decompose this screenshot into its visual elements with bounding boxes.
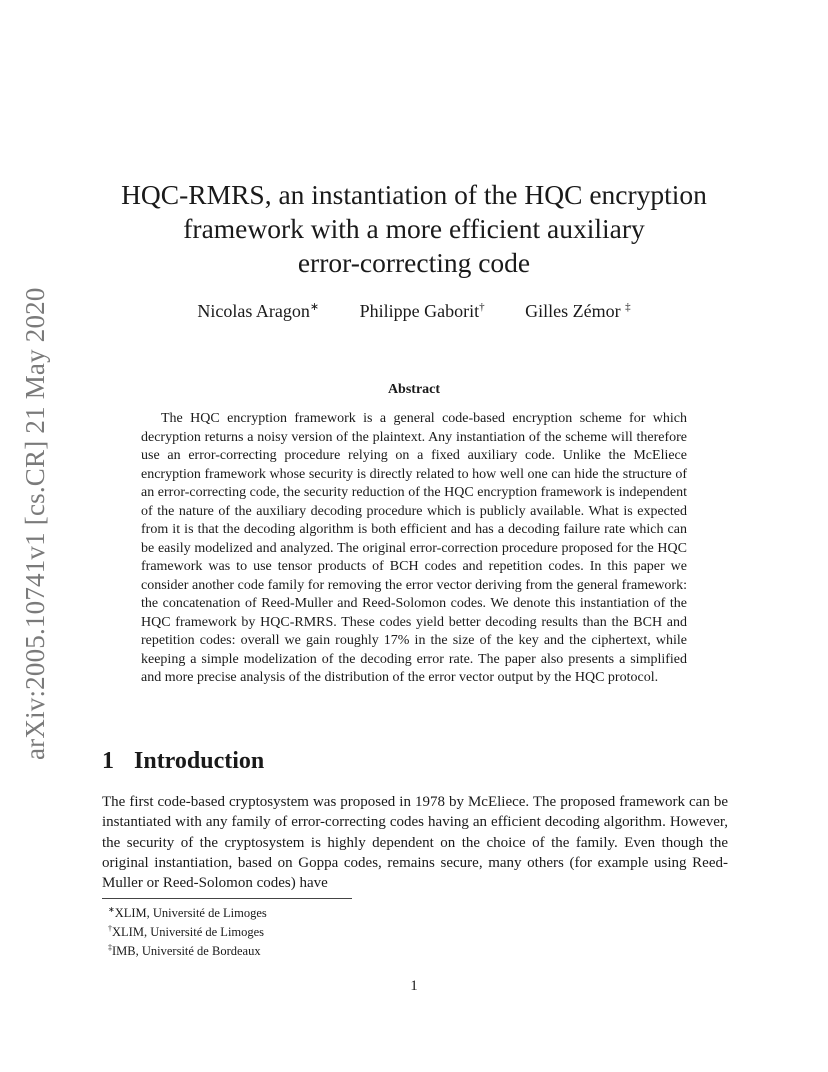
- title-line: framework with a more efficient auxiliary: [183, 213, 645, 244]
- abstract-heading: Abstract: [387, 382, 441, 397]
- author: [360, 301, 485, 322]
- page-number: 1: [410, 978, 418, 994]
- footnote-mark: ∗: [108, 905, 115, 914]
- author: [197, 300, 319, 322]
- footnote-list: [108, 902, 267, 959]
- author-name: Nicolas Aragon: [197, 301, 310, 321]
- author-name: Gilles Zémor: [525, 301, 621, 321]
- footnote: [108, 902, 267, 921]
- section-number: 1: [102, 748, 114, 774]
- footnote-mark: ‡: [108, 943, 112, 953]
- footnote-divider: [102, 898, 352, 899]
- footnote-text: XLIM, Université de Limoges: [112, 925, 265, 940]
- section-title: Introduction: [134, 748, 265, 774]
- footnote-text: XLIM, Université de Limoges: [114, 906, 267, 921]
- title-line: HQC-RMRS, an instantiation of the HQC encryption: [121, 179, 707, 210]
- paper-title: [96, 178, 732, 280]
- author-name: Philippe Gaborit: [359, 301, 480, 321]
- author-list: [96, 300, 732, 322]
- footnote: [108, 921, 267, 940]
- footnote-text: IMB, Université de Bordeaux: [112, 944, 261, 959]
- arxiv-identifier-stamp: arXiv:2005.10741v1 [cs.CR] 21 May 2020: [20, 287, 50, 760]
- section-heading: [102, 748, 264, 775]
- author: [525, 301, 630, 322]
- introduction-paragraph: The first code-based cryptosystem was proposed in 1978 by McEliece. The proposed framework can be instantiated with any family of error-correcting codes having an efficient decoding algorithm. However, the security of the cryptosystem is highly dependent on the choice of the family. Even though the original instantiation, based on Goppa codes, remains secure, many others (for example using Reed-Muller or Reed-Solomon codes) have: [102, 794, 728, 892]
- author-affiliation-mark: ∗: [309, 301, 320, 313]
- footnote-mark: †: [108, 924, 112, 934]
- author-affiliation-mark: †: [479, 301, 485, 313]
- author-affiliation-mark: ‡: [625, 301, 631, 313]
- abstract-text: The HQC encryption framework is a general code-based encryption scheme for which decryption returns a noisy version of the plaintext. Any instantiation of the scheme will therefore use an error-correcting procedure relying on a fixed auxiliary code. Unlike the McEliece encryption framework whose security is directly related to how well one can hide the structure of an error-correcting code, the security reduction of the HQC encryption framework is independent of the nature of the auxiliary decoding procedure which is publicly available. What is expected from it is that the decoding algorithm is both efficient and has a decoding failure rate which can be easily modelized and analyzed. The original error-correction procedure proposed for the HQC framework was to use tensor products of BCH codes and repetition codes. In this paper we consider another code family for removing the error vector deriving from the general framework: the concatenation of Reed-Muller and Reed-Solomon codes. We denote this instantiation of the HQC framework by HQC-RMRS. These codes yield better decoding results than the BCH and repetition codes: overall we gain roughly 17% in the size of the key and the ciphertext, while keeping a simple modelization of the decoding error rate. The paper also presents a simplified and more precise analysis of the distribution of the error vector output by the HQC protocol.: [141, 411, 687, 685]
- footnote: [108, 940, 267, 959]
- title-line: error-correcting code: [297, 247, 531, 278]
